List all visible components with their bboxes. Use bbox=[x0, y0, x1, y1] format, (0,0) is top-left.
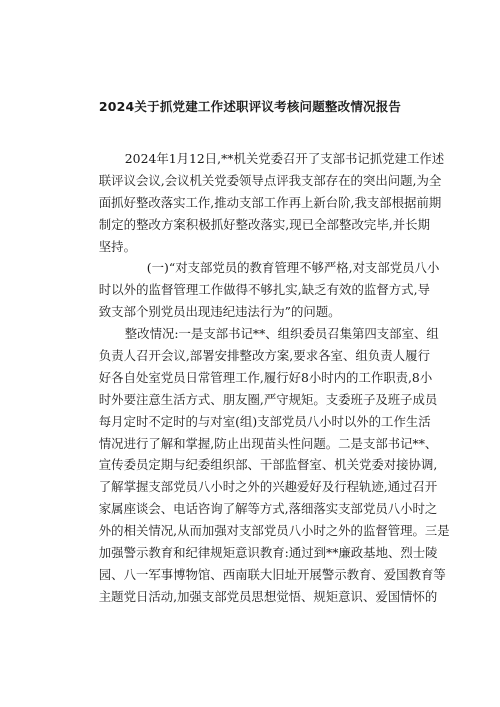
text-line: 负责人召开会议,部署安排整改方案,要求各室、组负责人履行 bbox=[98, 348, 430, 364]
paragraph-1 bbox=[74, 148, 445, 257]
paragraph-3 bbox=[74, 323, 450, 608]
text-line: 致支部个别党员出现违纪违法行为”的问题。 bbox=[98, 304, 341, 320]
text-line: 2024年1月12日,**机关党委召开了支部书记抓党建工作述 bbox=[124, 151, 445, 166]
text-line: 好各自处室党员日常管理工作,履行好8小时内的工作职责,8小 bbox=[98, 369, 433, 385]
text-line: 整改情况:一是支部书记**、组织委员召集第四支部室、组 bbox=[124, 326, 439, 342]
text-line: 主题党日活动,加强支部党员思想觉悟、规矩意识、爱国情怀的 bbox=[98, 588, 438, 604]
paragraph-2 bbox=[74, 257, 440, 323]
document-body bbox=[74, 148, 450, 608]
text-line: 情况进行了解和掌握,防止出现苗头性问题。二是支部书记**、 bbox=[98, 435, 438, 451]
document-title: 2024关于抓党建工作述职评议考核问题整改情况报告 bbox=[98, 99, 402, 114]
text-line: 时以外的监督管理工作做得不够扎实,缺乏有效的监督方式,导 bbox=[98, 282, 430, 298]
text-line: 坚持。 bbox=[98, 238, 136, 254]
text-line: 加强警示教育和纪律规矩意识教育:通过到**廉政基地、烈士陵 bbox=[98, 545, 438, 561]
text-line: 制定的整改方案积极抓好整改落实,现已全部整改完毕,并长期 bbox=[98, 216, 430, 232]
text-line: 家属座谈会、电话咨询了解等方式,落细落实支部党员八小时之 bbox=[98, 501, 438, 517]
text-line: (一)“对支部党员的教育管理不够严格,对支部党员八小 bbox=[146, 260, 440, 276]
text-line: 每月定时不定时的与对室(组)支部党员八小时以外的工作生活 bbox=[98, 413, 431, 429]
text-line: 联评议会议,会议机关党委领导点评我支部存在的突出问题,为全 bbox=[98, 172, 442, 188]
text-line: 宣传委员定期与纪委组织部、干部监督室、机关党委对接协调, bbox=[98, 457, 438, 473]
text-line: 外的相关情况,从而加强对支部党员八小时之外的监督管理。三是 bbox=[98, 523, 450, 539]
text-line: 时外要注意生活方式、朋友圈,严守规矩。支委班子及班子成员 bbox=[98, 391, 438, 407]
text-line: 面抓好整改落实工作,推动支部工作再上新台阶,我支部根据前期 bbox=[98, 194, 442, 210]
text-line: 园、八一军事博物馆、西南联大旧址开展警示教育、爱国教育等 bbox=[98, 566, 446, 582]
text-line: 了解掌握支部党员八小时之外的兴趣爱好及行程轨迹,通过召开 bbox=[98, 479, 438, 495]
